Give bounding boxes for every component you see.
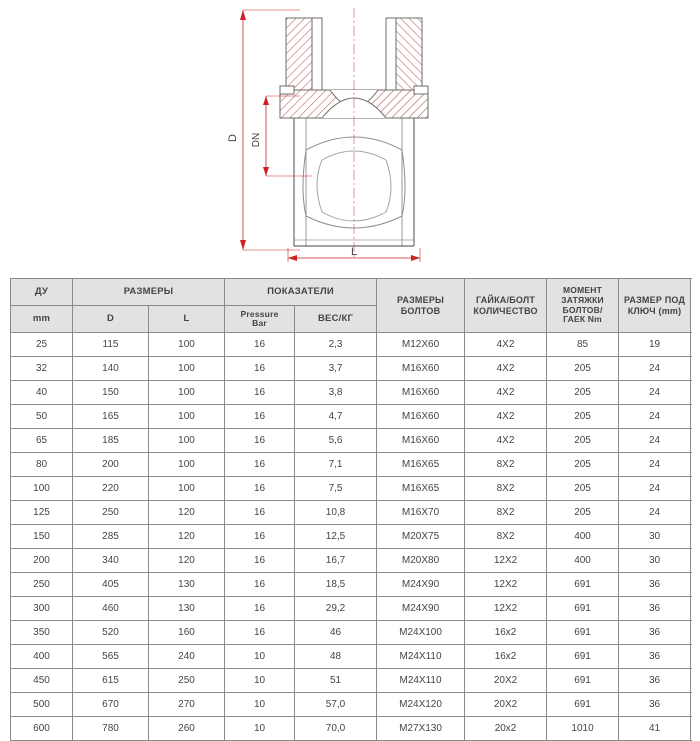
cell-wrench: 41 (619, 717, 691, 741)
cell-wrench: 36 (619, 669, 691, 693)
gaika-line1: ГАЙКА/БОЛТ (476, 295, 536, 306)
cell-pressure: 10 (225, 645, 295, 669)
cell-weight: 16,7 (295, 549, 377, 573)
table-row (11, 621, 691, 645)
cell-l: 260 (149, 717, 225, 741)
cell-l: 100 (149, 429, 225, 453)
cell-l: 130 (149, 573, 225, 597)
cell-pressure: 16 (225, 429, 295, 453)
table-row (11, 717, 691, 741)
col-header-mm: mm (11, 306, 73, 333)
cell-torque: 691 (547, 693, 619, 717)
col-header-pokazateli: ПОКАЗАТЕЛИ (225, 279, 377, 306)
table-row (11, 669, 691, 693)
cell-l: 100 (149, 381, 225, 405)
cell-pressure: 16 (225, 357, 295, 381)
col-header-wrench-size (619, 279, 691, 333)
cell-bolt-size: M24X120 (377, 693, 465, 717)
cell-d: 460 (73, 597, 149, 621)
cell-torque: 205 (547, 477, 619, 501)
cell-weight: 3,8 (295, 381, 377, 405)
klyuch-line1: РАЗМЕР ПОД (623, 295, 686, 306)
cell-bolt-count: 20X2 (465, 669, 547, 693)
cell-du: 65 (11, 429, 73, 453)
table-body (11, 333, 691, 741)
cell-d: 150 (73, 381, 149, 405)
moment-line3: БОЛТОВ/ (562, 304, 603, 315)
razmery-boltov-line2: БОЛТОВ (400, 305, 441, 316)
cell-bolt-size: M24X90 (377, 597, 465, 621)
cell-torque: 205 (547, 429, 619, 453)
moment-line2: ЗАТЯЖКИ (561, 294, 604, 305)
cell-du: 125 (11, 501, 73, 525)
cell-wrench: 30 (619, 549, 691, 573)
cell-l: 250 (149, 669, 225, 693)
cell-l: 240 (149, 645, 225, 669)
cell-weight: 3,7 (295, 357, 377, 381)
cell-wrench: 24 (619, 453, 691, 477)
table-row (11, 429, 691, 453)
cell-wrench: 30 (619, 525, 691, 549)
cell-l: 270 (149, 693, 225, 717)
col-header-du: ДУ (11, 279, 73, 306)
cell-d: 115 (73, 333, 149, 357)
cell-bolt-count: 4X2 (465, 333, 547, 357)
cell-wrench: 36 (619, 693, 691, 717)
table-row (11, 693, 691, 717)
cell-bolt-count: 12X2 (465, 573, 547, 597)
cell-torque: 691 (547, 597, 619, 621)
cell-d: 565 (73, 645, 149, 669)
cell-torque: 691 (547, 669, 619, 693)
cell-d: 520 (73, 621, 149, 645)
cell-bolt-count: 4X2 (465, 405, 547, 429)
cell-d: 220 (73, 477, 149, 501)
dimension-label-d: D (227, 134, 239, 142)
cell-torque: 691 (547, 621, 619, 645)
cell-d: 285 (73, 525, 149, 549)
table-row (11, 477, 691, 501)
cell-torque: 400 (547, 549, 619, 573)
cell-torque: 400 (547, 525, 619, 549)
cell-torque: 1010 (547, 717, 619, 741)
cell-pressure: 16 (225, 405, 295, 429)
cell-bolt-size: M24X110 (377, 669, 465, 693)
dimension-label-l: L (350, 246, 358, 258)
cell-pressure: 16 (225, 333, 295, 357)
cell-l: 160 (149, 621, 225, 645)
cell-pressure: 16 (225, 477, 295, 501)
col-header-razmery: РАЗМЕРЫ (73, 279, 225, 306)
cell-du: 200 (11, 549, 73, 573)
cell-l: 100 (149, 453, 225, 477)
cell-du: 250 (11, 573, 73, 597)
col-header-l: L (149, 306, 225, 333)
table-row (11, 405, 691, 429)
cell-bolt-count: 16x2 (465, 621, 547, 645)
moment-line4: ГАЕК Nm (563, 314, 602, 325)
cell-bolt-count: 8X2 (465, 453, 547, 477)
cell-du: 400 (11, 645, 73, 669)
cell-du: 450 (11, 669, 73, 693)
cell-d: 780 (73, 717, 149, 741)
cell-wrench: 24 (619, 405, 691, 429)
cell-du: 80 (11, 453, 73, 477)
specification-table-container (10, 278, 690, 741)
cell-l: 100 (149, 405, 225, 429)
table-row (11, 453, 691, 477)
cell-du: 25 (11, 333, 73, 357)
cell-bolt-size: M16X60 (377, 357, 465, 381)
cell-d: 405 (73, 573, 149, 597)
cell-torque: 691 (547, 573, 619, 597)
cell-wrench: 19 (619, 333, 691, 357)
cell-bolt-size: M24X110 (377, 645, 465, 669)
cell-wrench: 36 (619, 597, 691, 621)
cell-weight: 48 (295, 645, 377, 669)
cell-l: 100 (149, 357, 225, 381)
cell-pressure: 16 (225, 549, 295, 573)
cell-bolt-size: M16X60 (377, 429, 465, 453)
cell-bolt-size: M20X75 (377, 525, 465, 549)
cell-bolt-size: M12X60 (377, 333, 465, 357)
cell-bolt-size: M27X130 (377, 717, 465, 741)
cell-weight: 57,0 (295, 693, 377, 717)
cell-bolt-size: M24X100 (377, 621, 465, 645)
table-row (11, 573, 691, 597)
moment-line1: МОМЕНТ (563, 284, 603, 295)
cell-torque: 85 (547, 333, 619, 357)
cell-pressure: 10 (225, 717, 295, 741)
cell-d: 200 (73, 453, 149, 477)
cell-bolt-size: M24X90 (377, 573, 465, 597)
cell-pressure: 16 (225, 573, 295, 597)
pressure-line1: Pressure (240, 308, 279, 319)
drawing-geometry (227, 8, 428, 262)
cell-bolt-count: 8X2 (465, 501, 547, 525)
razmery-boltov-line1: РАЗМЕРЫ (396, 295, 445, 306)
cell-weight: 10,8 (295, 501, 377, 525)
cell-bolt-count: 4X2 (465, 429, 547, 453)
cell-l: 120 (149, 501, 225, 525)
table-row (11, 645, 691, 669)
col-header-moment (547, 279, 619, 333)
cell-weight: 4,7 (295, 405, 377, 429)
cell-l: 100 (149, 333, 225, 357)
cell-weight: 7,5 (295, 477, 377, 501)
cell-bolt-size: M16X60 (377, 405, 465, 429)
cell-torque: 205 (547, 501, 619, 525)
cell-bolt-count: 12X2 (465, 549, 547, 573)
cell-torque: 691 (547, 645, 619, 669)
cell-d: 185 (73, 429, 149, 453)
cell-weight: 51 (295, 669, 377, 693)
cell-l: 130 (149, 597, 225, 621)
cell-torque: 205 (547, 453, 619, 477)
cell-du: 500 (11, 693, 73, 717)
cell-weight: 70,0 (295, 717, 377, 741)
cell-weight: 29,2 (295, 597, 377, 621)
cell-bolt-size: M20X80 (377, 549, 465, 573)
cell-pressure: 16 (225, 381, 295, 405)
table-row (11, 333, 691, 357)
cell-d: 615 (73, 669, 149, 693)
cell-wrench: 36 (619, 573, 691, 597)
cell-torque: 205 (547, 405, 619, 429)
cell-pressure: 10 (225, 693, 295, 717)
cell-pressure: 16 (225, 621, 295, 645)
cell-bolt-size: M16X65 (377, 453, 465, 477)
cell-bolt-size: M16X70 (377, 501, 465, 525)
cell-weight: 2,3 (295, 333, 377, 357)
table-row (11, 381, 691, 405)
cell-pressure: 16 (225, 525, 295, 549)
cell-bolt-count: 4X2 (465, 357, 547, 381)
cell-wrench: 36 (619, 645, 691, 669)
cell-du: 350 (11, 621, 73, 645)
cell-du: 32 (11, 357, 73, 381)
col-header-weight: ВЕС/КГ (295, 306, 377, 333)
cell-l: 120 (149, 525, 225, 549)
cell-bolt-count: 20x2 (465, 717, 547, 741)
col-header-d: D (73, 306, 149, 333)
cell-pressure: 16 (225, 501, 295, 525)
cell-du: 150 (11, 525, 73, 549)
pressure-line2: Bar (252, 318, 267, 328)
cell-wrench: 24 (619, 429, 691, 453)
cell-wrench: 24 (619, 357, 691, 381)
col-header-pressure (225, 306, 295, 333)
table-row (11, 525, 691, 549)
table-row (11, 549, 691, 573)
cell-bolt-size: M16X60 (377, 381, 465, 405)
gaika-line2: КОЛИЧЕСТВО (473, 305, 538, 316)
cell-bolt-count: 4X2 (465, 381, 547, 405)
cell-torque: 205 (547, 357, 619, 381)
table-head (11, 279, 691, 333)
cell-l: 120 (149, 549, 225, 573)
klyuch-line2: КЛЮЧ (mm) (627, 305, 682, 316)
cell-bolt-count: 8X2 (465, 525, 547, 549)
cell-du: 100 (11, 477, 73, 501)
cell-d: 165 (73, 405, 149, 429)
col-header-razmery-boltov (377, 279, 465, 333)
cell-bolt-count: 20X2 (465, 693, 547, 717)
technical-drawing (0, 0, 700, 268)
cell-d: 340 (73, 549, 149, 573)
cell-bolt-count: 16x2 (465, 645, 547, 669)
cell-pressure: 16 (225, 597, 295, 621)
cell-du: 600 (11, 717, 73, 741)
cell-weight: 5,6 (295, 429, 377, 453)
cell-bolt-count: 8X2 (465, 477, 547, 501)
cell-weight: 18,5 (295, 573, 377, 597)
expansion-joint-cross-section (0, 0, 700, 268)
cell-pressure: 16 (225, 453, 295, 477)
cell-wrench: 24 (619, 501, 691, 525)
cell-pressure: 10 (225, 669, 295, 693)
cell-du: 300 (11, 597, 73, 621)
cell-torque: 205 (547, 381, 619, 405)
cell-bolt-size: M16X65 (377, 477, 465, 501)
specification-table (10, 278, 691, 741)
cell-du: 50 (11, 405, 73, 429)
table-row (11, 501, 691, 525)
cell-wrench: 24 (619, 381, 691, 405)
cell-weight: 7,1 (295, 453, 377, 477)
table-header-row-1 (11, 279, 691, 306)
table-row (11, 357, 691, 381)
dimension-label-dn: DN (251, 132, 262, 148)
cell-weight: 12,5 (295, 525, 377, 549)
cell-wrench: 36 (619, 621, 691, 645)
cell-bolt-count: 12X2 (465, 597, 547, 621)
cell-d: 250 (73, 501, 149, 525)
cell-wrench: 24 (619, 477, 691, 501)
cell-du: 40 (11, 381, 73, 405)
cell-d: 670 (73, 693, 149, 717)
table-row (11, 597, 691, 621)
cell-d: 140 (73, 357, 149, 381)
cell-weight: 46 (295, 621, 377, 645)
cell-l: 100 (149, 477, 225, 501)
col-header-gaika-bolt (465, 279, 547, 333)
